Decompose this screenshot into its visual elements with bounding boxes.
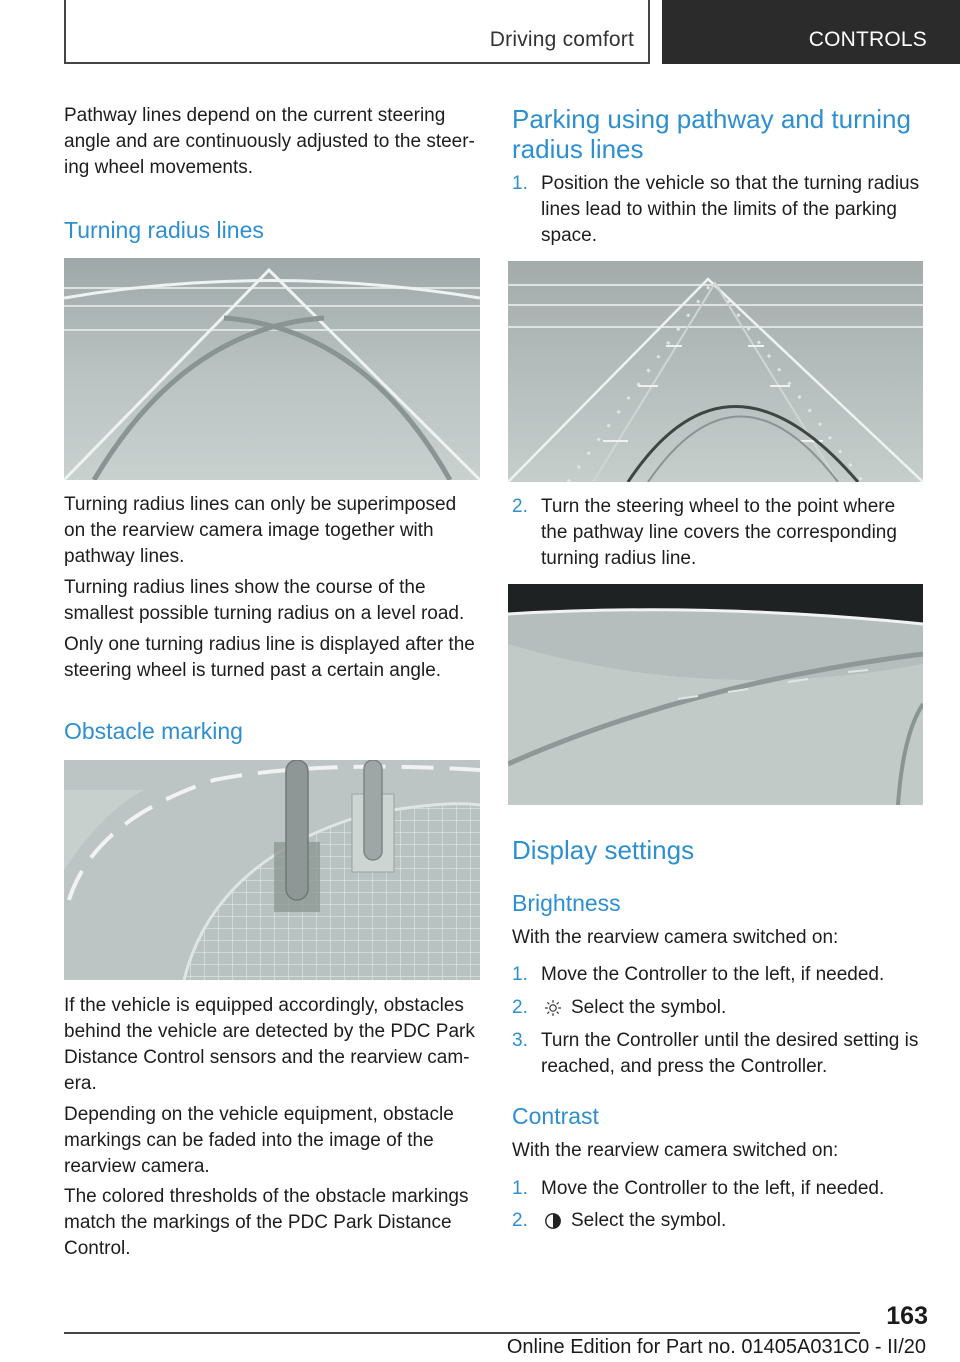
contrast-icon — [544, 1212, 562, 1230]
step-number: 3. — [512, 1030, 528, 1051]
step-number: 1. — [512, 1178, 528, 1199]
step-text: Move the Controller to the left, if needed. — [541, 1178, 885, 1199]
obstacle-marking-heading: Obstacle marking — [64, 718, 243, 744]
header-section-box — [64, 0, 650, 64]
turning-radius-image — [64, 258, 480, 480]
step-text: Select the symbol. — [571, 1210, 727, 1231]
step-text: Turn the steering wheel to the point where the pathway line covers the corresponding turning radius line. — [541, 496, 897, 569]
steering-alignment-image — [508, 584, 923, 805]
obstacle-paragraph-1: If the vehicle is equipped accordingly, obstacles behind the vehicle are detected by the PDC Park Distance Control sensors and the rearview cam-era. — [64, 995, 475, 1094]
step-text: Position the vehicle so that the turning radius lines lead to within the limits of the parking space. — [541, 173, 920, 246]
step-text: Turn the Controller until the desired setting is reached, and press the Controller. — [541, 1030, 919, 1077]
step-number: 2. — [512, 997, 528, 1018]
obstacle-paragraph-3: The colored thresholds of the obstacle markings match the markings of the PDC Park Distance Control. — [64, 1186, 469, 1259]
obstacle-marking-image — [64, 760, 480, 980]
edition-text: Online Edition for Part no. 01405A031C0 - II/20 — [506, 1336, 926, 1358]
header-section-title: Driving comfort — [489, 28, 634, 51]
step-number: 2. — [512, 1210, 528, 1231]
step-text: Select the symbol. — [571, 997, 727, 1018]
turning-paragraph-1: Turning radius lines can only be superimposed on the rearview camera image together with pathway lines. — [64, 494, 457, 567]
display-settings-heading: Display settings — [512, 835, 695, 865]
step-number: 1. — [512, 173, 528, 194]
obstacle-paragraph-2: Depending on the vehicle equipment, obstacle markings can be faded into the image of the rearview camera. — [64, 1104, 454, 1177]
intro-paragraph: Pathway lines depend on the current steering angle and are continuously adjusted to the steer-ing wheel movements. — [64, 105, 475, 178]
brightness-intro: With the rearview camera switched on: — [512, 927, 839, 948]
brightness-heading: Brightness — [512, 890, 621, 916]
parking-heading: Parking using pathway and turning radius lines — [512, 104, 911, 164]
turning-paragraph-3: Only one turning radius line is displayed after the steering wheel is turned past a certain angle. — [64, 634, 475, 681]
contrast-heading: Contrast — [512, 1103, 599, 1129]
header-chapter-title: CONTROLS — [808, 28, 927, 51]
step-number: 1. — [512, 964, 528, 985]
pathway-turning-lines-image — [508, 261, 923, 482]
turning-radius-heading: Turning radius lines — [64, 217, 264, 243]
step-text: Move the Controller to the left, if needed. — [541, 964, 885, 985]
step-number: 2. — [512, 496, 528, 517]
page-number: 163 — [886, 1302, 928, 1330]
footer-divider — [64, 1332, 860, 1334]
header-chapter-box — [662, 0, 960, 64]
turning-paragraph-2: Turning radius lines show the course of the smallest possible turning radius on a level road. — [64, 577, 465, 624]
sun-icon — [544, 999, 562, 1017]
contrast-intro: With the rearview camera switched on: — [512, 1140, 839, 1161]
